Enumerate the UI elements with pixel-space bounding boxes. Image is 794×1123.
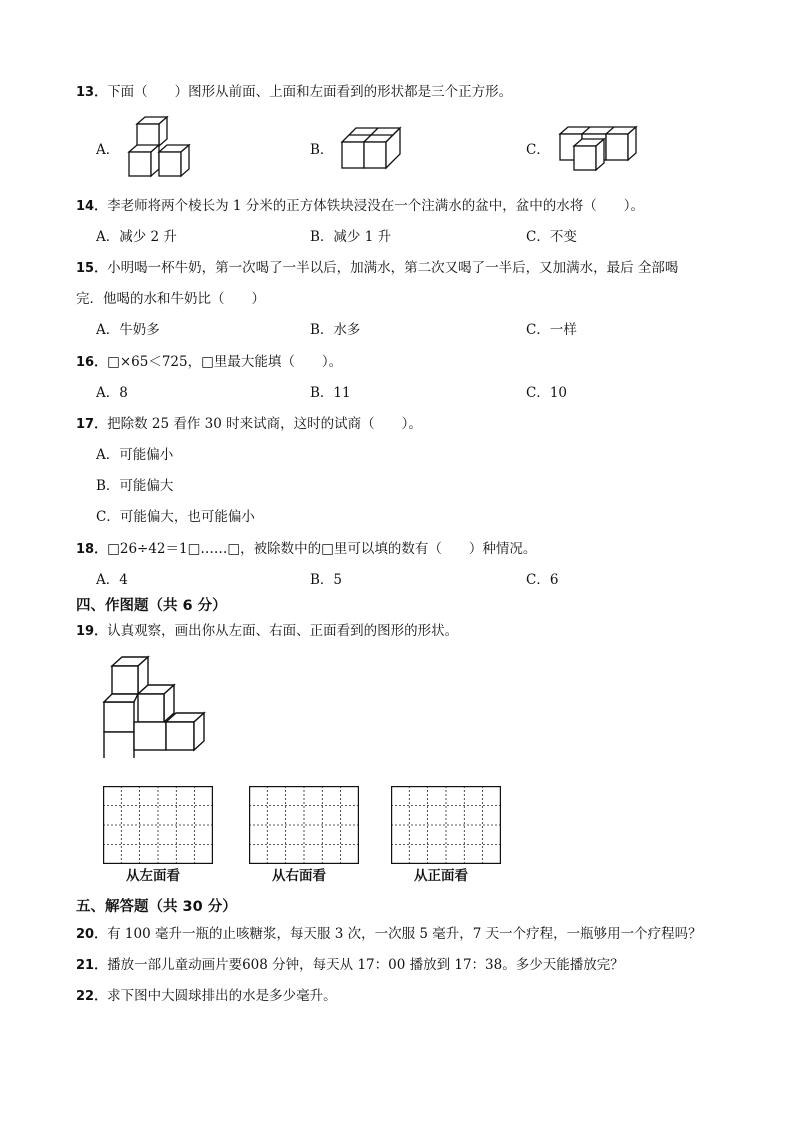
option-b[interactable]: B． <box>310 142 334 158</box>
option-c[interactable]: C．一样 <box>526 322 577 338</box>
option-a[interactable]: A． <box>96 142 120 158</box>
option-a[interactable]: A．4 <box>96 572 128 588</box>
question-text: 李老师将两个棱长为 1 分米的正方体铁块浸没在一个注满水的盆中，盆中的水将（ ）。 <box>107 198 645 214</box>
question-number: 19． <box>76 624 108 639</box>
question-text: 有 100 毫升一瓶的止咳糖浆，每天服 3 次，一次服 5 毫升，7 天一个疗程，一瓶够用一个疗程吗？ <box>107 926 702 942</box>
option-c[interactable]: C．可能偏大，也可能偏小 <box>96 509 255 525</box>
section-title: 五、解答题（共 30 分） <box>76 899 237 915</box>
question-text: 播放一部儿童动画片要608 分钟，每天从 17：00 播放到 17：38。多少天能播放完？ <box>107 957 624 973</box>
option-c[interactable]: C．6 <box>526 572 559 588</box>
question-text: 小明喝一杯牛奶，第一次喝了一半以后，加满水，第二次又喝了一半后，又加满水，最后 全部喝 <box>107 260 679 276</box>
option-a[interactable]: A．8 <box>96 385 128 401</box>
question-text: 把除数 25 看作 30 时来试商，这时的试商（ ）。 <box>107 416 422 432</box>
question-18 <box>76 539 536 560</box>
question-text: 下面（ ）图形从前面、上面和左面看到的形状都是三个正方形。 <box>107 84 513 100</box>
option-b[interactable]: B．11 <box>310 385 351 401</box>
question-text: 认真观察，画出你从左面、右面、正面看到的图形的形状。 <box>107 623 459 639</box>
right-view-grid[interactable] <box>249 786 359 864</box>
question-21 <box>76 955 624 976</box>
question-15-continued: 完．他喝的水和牛奶比（ ） <box>76 291 265 307</box>
caption-left-view: 从左面看 <box>126 868 180 884</box>
left-view-grid[interactable] <box>103 786 213 864</box>
question-number: 22． <box>76 989 108 1004</box>
question-15 <box>76 258 678 279</box>
option-b[interactable]: B．水多 <box>310 322 361 338</box>
question-17 <box>76 414 422 435</box>
option-a[interactable]: A．减少 2 升 <box>96 229 177 245</box>
question-text: 求下图中大圆球排出的水是多少毫升。 <box>107 988 337 1004</box>
front-view-grid[interactable] <box>391 786 501 864</box>
question-number: 17． <box>76 417 108 432</box>
question-number: 20． <box>76 927 108 942</box>
option-b[interactable]: B．可能偏大 <box>96 478 174 494</box>
question-19 <box>76 621 458 642</box>
question-20 <box>76 924 702 945</box>
question-number: 15． <box>76 261 108 276</box>
caption-front-view: 从正面看 <box>414 868 468 884</box>
cube-figure-c <box>556 124 638 174</box>
question-text: □26÷42＝1□……□，被除数中的□里可以填的数有（ ）种情况。 <box>107 541 537 557</box>
option-c[interactable]: C．10 <box>526 385 568 401</box>
stacked-cubes-figure <box>100 654 210 758</box>
question-number: 16． <box>76 355 108 370</box>
question-14 <box>76 196 644 217</box>
option-c[interactable]: C． <box>526 142 550 158</box>
option-a[interactable]: A．牛奶多 <box>96 322 160 338</box>
option-a[interactable]: A．可能偏小 <box>96 447 174 463</box>
question-number: 13． <box>76 85 108 100</box>
question-number: 18． <box>76 542 108 557</box>
cube-figure-b <box>338 124 406 174</box>
question-number: 21． <box>76 958 108 973</box>
option-b[interactable]: B．5 <box>310 572 343 588</box>
question-22 <box>76 986 337 1007</box>
question-text: □×65＜725，□里最大能填（ ）。 <box>107 354 343 370</box>
caption-right-view: 从右面看 <box>272 868 326 884</box>
question-13 <box>76 82 512 103</box>
question-16 <box>76 352 342 373</box>
cube-figure-a <box>125 114 191 182</box>
option-b[interactable]: B．减少 1 升 <box>310 229 392 245</box>
option-c[interactable]: C．不变 <box>526 229 577 245</box>
question-number: 14． <box>76 199 108 214</box>
section-title: 四、作图题（共 6 分） <box>76 598 227 614</box>
